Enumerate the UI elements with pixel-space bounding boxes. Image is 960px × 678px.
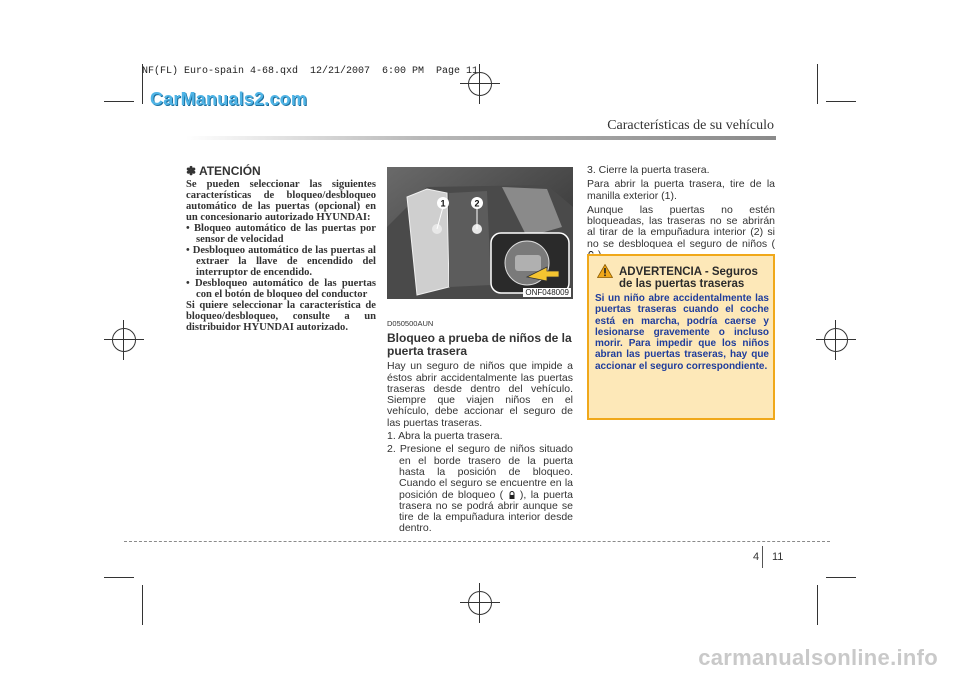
open-door-paragraph: Para abrir la puerta trasera, tire de la manilla exterior (1). (587, 178, 775, 202)
attention-outro: Si quiere seleccionar la característica de bloqueo/desbloqueo, consulte a un distribuidor HYUNDAI autorizado. (186, 300, 376, 333)
step-2-text-a: 2. Presione el seguro de niños situado en el borde trasero de la puerta hasta la posición de bloqueo. Cuando el seguro se encuentre en la posición de bloqueo ( (387, 443, 573, 501)
registration-mark-left (104, 320, 144, 360)
page-section-number: 4 (753, 551, 760, 563)
attention-intro: Se pueden seleccionar las siguientes características de bloqueo/desbloqueo automático de las puertas (opcional) en un concesionario autorizado HYUNDAI: (186, 179, 376, 223)
crop-mark (104, 101, 134, 102)
crop-mark (826, 101, 856, 102)
warning-triangle-icon (597, 264, 613, 278)
registration-mark-right (816, 320, 856, 360)
bottom-watermark-url[interactable]: carmanualsonline.info (698, 645, 938, 670)
warning-box (587, 254, 775, 420)
watermark-logo[interactable]: CarManuals2.com (150, 89, 308, 109)
crop-mark (817, 64, 818, 104)
step-2-text-b: ), la puerta trasera no se podrá abrir aunque se tire de la empuñadura interior desde dentro. (399, 488, 574, 535)
list-item: • Bloqueo automático de las puertas por sensor de velocidad (186, 223, 376, 245)
section-intro: Hay un seguro de niños que impide a éstos abrir accidentalmente las puertas traseras desde dentro del vehículo. Siempre que viajen niños en el vehículo, debe accionar el seguro de las puertas traseras. (387, 360, 573, 429)
page-header-title: Características de su vehículo (607, 118, 774, 133)
step-2 (387, 444, 573, 534)
right-column (587, 165, 775, 264)
warning-body: Si un niño abre accidentalmente las puertas traseras cuando el coche está en marcha, podría caerse y lesionarse gravemente o incluso morir. Para impedir que los niños abran las puertas traseras, hay que accionar el seguro correspondiente. (595, 293, 769, 372)
crop-mark (826, 577, 856, 578)
figure-caption: ONF048009 (525, 288, 569, 297)
step-3: 3. Cierre la puerta trasera. (587, 164, 710, 176)
door-child-lock-figure (387, 167, 573, 299)
section-title: Bloqueo a prueba de niños de la puerta trasera (387, 331, 572, 359)
unlock-paragraph (587, 205, 775, 261)
section-code: D050500AUN (387, 319, 434, 328)
callout-1: 1 (440, 198, 446, 209)
page-number-separator (762, 546, 763, 568)
attention-note (186, 166, 376, 333)
page-number: 11 (772, 551, 784, 563)
print-slug: NF(FL) Euro-spain 4-68.qxd 12/21/2007 6:00 PM Page 11 (142, 66, 479, 77)
callout-2: 2 (474, 198, 480, 209)
crop-mark (142, 585, 143, 625)
unlock-text-a: Aunque las puertas no estén bloqueadas, las traseras no se abrirán al tirar de la empuñadura interior (2) si no se desbloquea el seguro de niños ( (587, 203, 775, 250)
car-door-illustration (387, 167, 573, 299)
lock-icon (508, 491, 516, 499)
crop-mark (104, 577, 134, 578)
step-1: 1. Abra la puerta trasera. (387, 430, 503, 443)
header-rule (186, 136, 776, 140)
footer-rule (124, 541, 830, 542)
attention-list (186, 223, 376, 300)
attention-title: ✽ ATENCIÓN (186, 164, 261, 178)
list-item: • Desbloqueo automático de las puertas con el botón de bloqueo del conductor (186, 278, 376, 300)
crop-mark (817, 585, 818, 625)
list-item: • Desbloqueo automático de las puertas al extraer la llave de encendido del interruptor de encendido. (186, 245, 376, 278)
registration-mark-bottom (460, 583, 500, 623)
child-lock-section (387, 318, 573, 537)
warning-title: ADVERTENCIA - Seguros de las puertas traseras (619, 266, 758, 290)
